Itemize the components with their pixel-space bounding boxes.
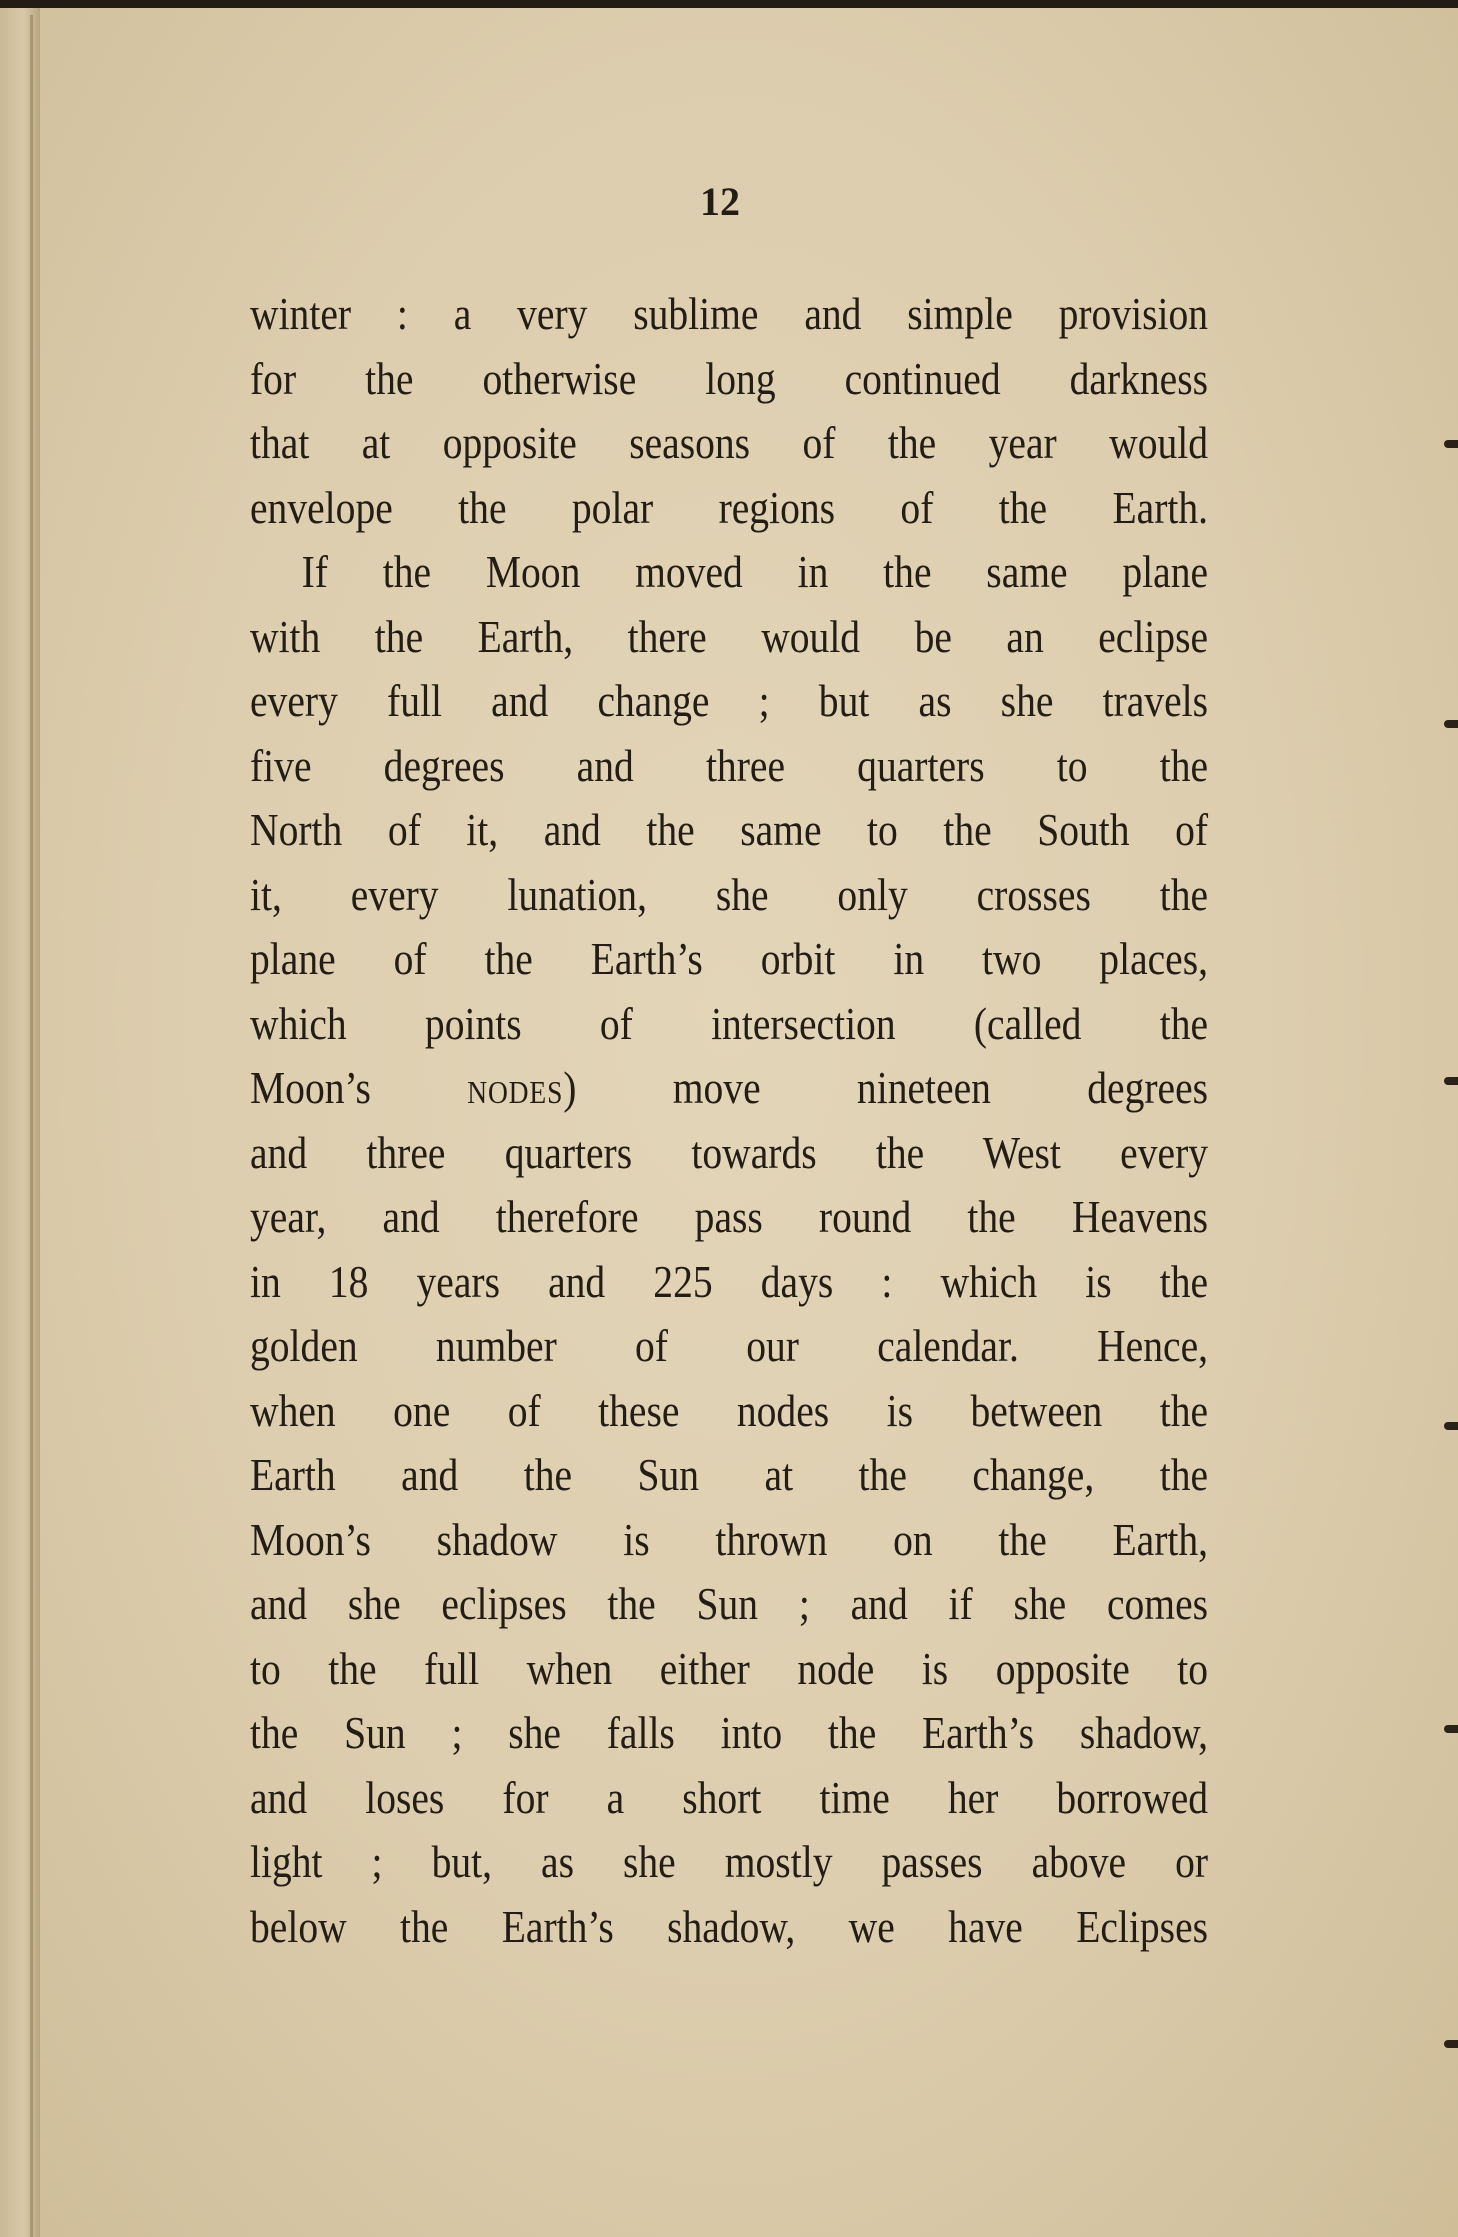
page-edge-mark: [1444, 440, 1458, 448]
text-line: the Sun ; she falls into the Earth’s shadow,: [250, 1707, 1209, 1758]
text-line: plane of the Earth’s orbit in two places,: [250, 933, 1209, 984]
body-text: [250, 282, 1209, 1959]
text-line: Moon’s shadow is thrown on the Earth,: [250, 1513, 1209, 1565]
page-edge-mark: [1444, 1422, 1458, 1430]
text-line: and three quarters towards the West every: [250, 1126, 1209, 1178]
text-line: in 18 years and 225 days : which is the: [250, 1255, 1209, 1307]
text-line: and loses for a short time her borrowed: [250, 1771, 1209, 1823]
text-line: winter : a very sublime and simple provision: [250, 288, 1209, 339]
text-line: golden number of our calendar. Hence,: [250, 1320, 1209, 1371]
page-edge-mark: [1444, 2040, 1458, 2048]
page-number: 12: [700, 179, 740, 224]
text-block: [250, 282, 1208, 1959]
text-line: when one of these nodes is between the: [250, 1384, 1209, 1436]
gutter-fold-line: [30, 15, 33, 2237]
page-edge-mark: [1444, 1077, 1458, 1085]
text-line: that at opposite seasons of the year would: [250, 417, 1209, 468]
text-line: which points of intersection (called the: [250, 997, 1209, 1049]
text-line: every full and change ; but as she travels: [250, 675, 1209, 726]
text-line: and she eclipses the Sun ; and if she comes: [250, 1578, 1209, 1629]
text-line: If the Moon moved in the same plane: [301, 546, 1209, 597]
text-line: with the Earth, there would be an eclipse: [250, 610, 1209, 662]
text-line: for the otherwise long continued darkness: [250, 352, 1209, 404]
text-line: five degrees and three quarters to the: [250, 739, 1209, 791]
text-line: Earth and the Sun at the change, the: [250, 1449, 1209, 1500]
text-line: to the full when either node is opposite to: [250, 1642, 1209, 1694]
text-line: Moon’s nodes) move nineteen degrees: [250, 1062, 1209, 1113]
page-gutter: [0, 8, 40, 2237]
small-caps-term: nodes: [467, 1062, 564, 1113]
text-line: below the Earth’s shadow, we have Eclipses: [250, 1900, 1209, 1952]
text-line: envelope the polar regions of the Earth.: [250, 481, 1209, 533]
text-line: it, every lunation, she only crosses the: [250, 868, 1209, 920]
page-edge-mark: [1444, 720, 1458, 728]
text-line: year, and therefore pass round the Heavens: [250, 1191, 1209, 1242]
text-line: light ; but, as she mostly passes above or: [250, 1836, 1209, 1887]
text-line: North of it, and the same to the South of: [250, 804, 1209, 855]
page-edge-mark: [1444, 1725, 1458, 1733]
